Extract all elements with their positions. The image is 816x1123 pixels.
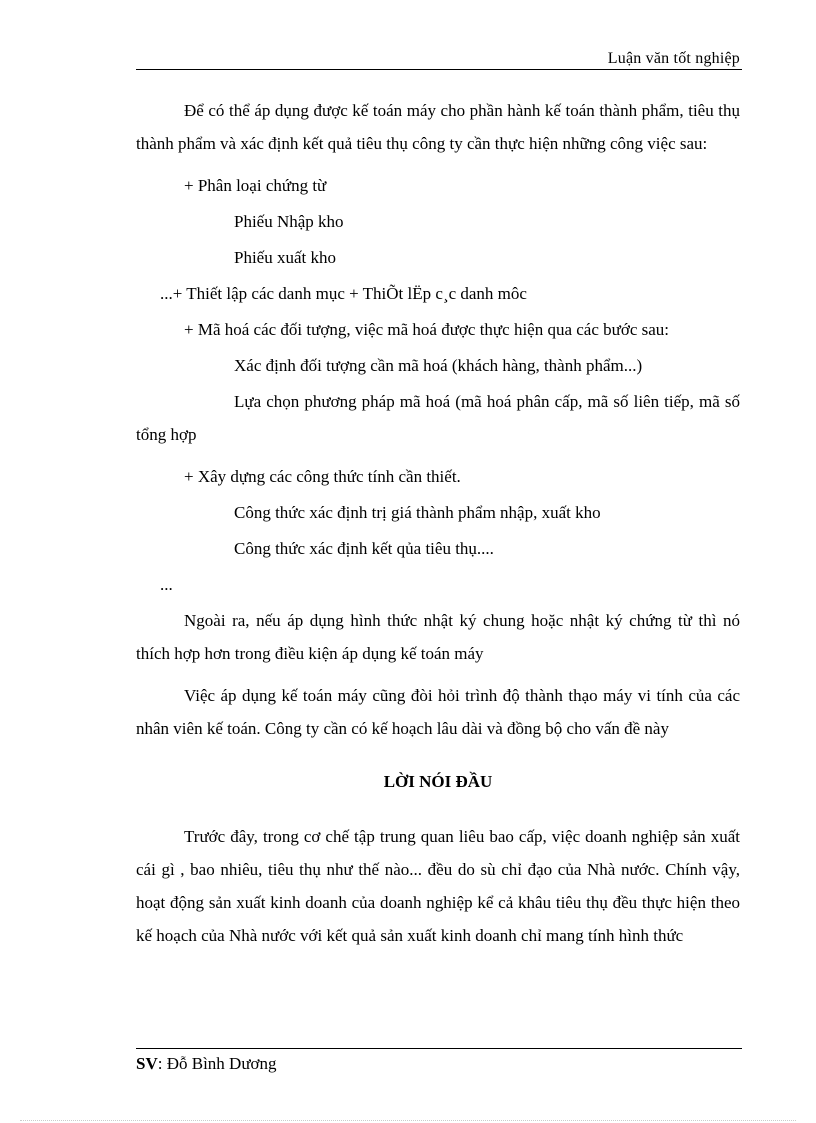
list-subitem-issue: Phiếu xuất kho	[234, 248, 336, 267]
footer-rule	[136, 1048, 742, 1049]
list-subitem-receipt: Phiếu Nhập kho	[234, 212, 344, 231]
footer-name: : Đỗ Bình Dương	[157, 1054, 277, 1073]
paragraph-preface: Trước đây, trong cơ chế tập trung quan liêu bao cấp, việc doanh nghiệp sản xuất cái gì , bao nhiêu, tiêu thụ như thế nào... đều do sù chỉ đạo của Nhà nước. Chính vậy, hoạt động sản xuất kinh doanh của doanh nghiệp kể cả khâu tiêu thụ đều thực hiện theo kế hoạch của Nhà nước với kết quả sản xuất kinh doanh chỉ mang tính hình thức	[136, 827, 740, 945]
list-subitem-determine-objects: Xác định đối tượng cần mã hoá (khách hàng, thành phẩm...)	[234, 356, 643, 375]
section-heading: LỜI NÓI ĐẦU	[383, 772, 493, 791]
list-subitem-formula-result: Công thức xác định kết qủa tiêu thụ....	[234, 539, 494, 558]
paragraph-journal: Ngoài ra, nếu áp dụng hình thức nhật ký chung hoặc nhật ký chứng từ thì nó thích hợp hơn trong điều kiện áp dụng kế toán máy	[136, 611, 740, 663]
header-rule	[136, 69, 742, 70]
footer-label: SV	[136, 1054, 158, 1073]
paragraph-choose-method: Lựa chọn phương pháp mã hoá (mã hoá phân cấp, mã số liên tiếp, mã số tổng hợp	[136, 392, 740, 444]
list-item-formulas: + Xây dựng các công thức tính cần thiết.	[184, 467, 461, 486]
running-header: Luận văn tốt nghiệp	[607, 50, 740, 67]
page-body	[136, 94, 740, 961]
paragraph-intro: Để có thể áp dụng được kế toán máy cho phần hành kế toán thành phẩm, tiêu thụ thành phẩm và xác định kết quả tiêu thụ công ty cần thực hiện những công việc sau:	[136, 101, 740, 153]
paragraph-skills: Việc áp dụng kế toán máy cũng đòi hỏi trình độ thành thạo máy vi tính của các nhân viên kế toán. Công ty cần có kế hoạch lâu dài và đồng bộ cho vấn đề này	[136, 686, 740, 738]
ellipsis-line: ...	[160, 575, 173, 594]
list-item-encoding: + Mã hoá các đối tượng, việc mã hoá được thực hiện qua các bước sau:	[184, 320, 670, 339]
list-subitem-formula-value: Công thức xác định trị giá thành phẩm nhập, xuất kho	[234, 503, 601, 522]
footer	[136, 1054, 277, 1074]
page-edge-divider	[20, 1120, 796, 1121]
list-item-catalogs: ...+ Thiết lập các danh mục + ThiÕt lËp c¸c danh môc	[160, 284, 527, 303]
list-item-classify-docs: + Phân loại chứng từ	[184, 176, 327, 195]
